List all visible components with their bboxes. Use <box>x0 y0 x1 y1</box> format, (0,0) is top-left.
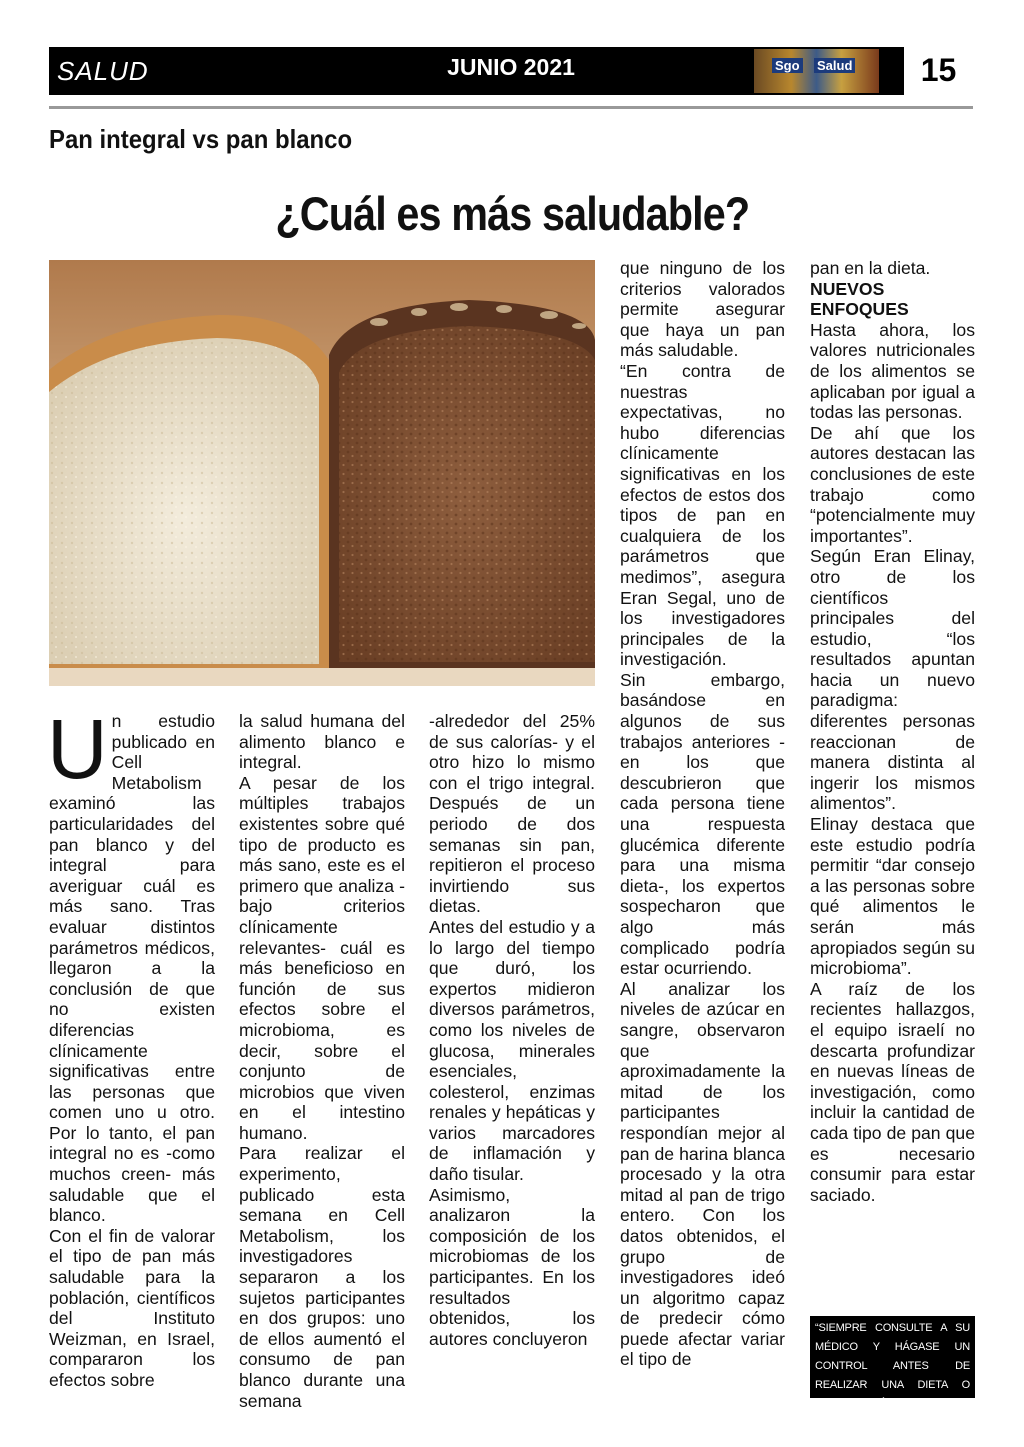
paragraph: n estudio publicado en Cell Metabolism examinó las particularidades del pan blanco y del integral para averiguar cuál es más sano. Tras evaluar distintos parámetros médicos, llegaron a la conclusión de que no existen diferencias clínicamente significativas entre las personas que comen uno u otro. Por lo tanto, el pan integral no es -como muchos creen- más saludable que el blanco. <box>49 711 215 1226</box>
article-column-3 <box>429 711 595 1349</box>
logo-text-sgo: Sgo <box>772 58 803 73</box>
page-number: 15 <box>920 52 957 88</box>
article-column-5 <box>810 258 975 1205</box>
health-advice-callout: “SIEMPRE CONSULTE A SU MÉDICO Y HÁGASE UN CONTROL ANTES DE REALIZAR UNA DIETA O ACTIVIDAD FÍSICA” <box>810 1316 975 1398</box>
paragraph: A raíz de los recientes hallazgos, el equipo israelí no descarta profundizar en nuevas líneas de investigación, como incluir la cantidad de cada tipo de pan que es necesario consumir para estar saciado. <box>810 978 975 1205</box>
drop-cap: U <box>47 702 108 796</box>
headline-wrap <box>0 186 1024 241</box>
paragraph: Al analizar los niveles de azúcar en sangre, observaron que aproximadamente la mitad de los participantes respondían mejor al pan de harina blanca procesado y la otra mitad al pan de trigo entero. Con los datos obtenidos, el grupo de investigadores ideó un algoritmo capaz de predecir cómo puede afectar variar el tipo de <box>620 978 785 1370</box>
page-number-box <box>904 47 973 95</box>
article-headline: ¿Cuál es más saludable? <box>275 187 749 240</box>
section-label: SALUD <box>57 56 149 86</box>
header-rule <box>49 106 973 109</box>
paragraph: Hasta ahora, los valores nutricionales de los alimentos se aplicaban por igual a todas las personas. <box>810 319 975 423</box>
article-kicker: Pan integral vs pan blanco <box>49 124 353 154</box>
paragraph: la salud humana del alimento blanco e integral. <box>239 711 405 773</box>
paragraph: Sin embargo, basándose en algunos de sus trabajos anteriores -en los que descubrieron que cada persona tiene una respuesta glucémica diferente para una misma dieta-, los expertos sospecharon que algo más complicado podría estar ocurriendo. <box>620 669 785 979</box>
header-bar <box>49 47 973 95</box>
paragraph: Elinay destaca que este estudio podría permitir “dar consejo a las personas sobre qué alimentos le serán más apropiados según su microbioma”. <box>810 814 975 979</box>
paragraph: A pesar de los múltiples trabajos existentes sobre qué tipo de producto es más sano, este es el primero que analiza -bajo criterios clínicamente relevantes- cuál es más beneficioso en función de sus efectos sobre el microbioma, es decir, sobre el conjunto de microbios que viven en el intestino humano. <box>239 772 405 1143</box>
issue-date: JUNIO 2021 <box>447 54 575 80</box>
paragraph: Para realizar el experimento, publicado esta semana en Cell Metabolism, los investigadores separaron a los sujetos participantes en dos grupos: uno de ellos aumentó el consumo de pan blanco durante una semana <box>239 1143 405 1411</box>
article-column-1 <box>47 702 215 1391</box>
paragraph: Según Eran Elinay, otro de los científicos principales del estudio, “los resultados apuntan hacia un nuevo paradigma: diferentes personas reaccionan de manera distinta al ingerir los mismos alimentos”. <box>810 546 975 814</box>
paragraph: De ahí que los autores destacan las conclusiones de este trabajo como “potencialmente muy importantes”. <box>810 422 975 546</box>
section-subhead: NUEVOS ENFOQUES <box>810 278 909 320</box>
magazine-logo <box>754 49 879 93</box>
paragraph: Con el fin de valorar el tipo de pan más saludable para la población, científicos del Instituto Weizman, en Israel, compararon los efectos sobre <box>49 1225 215 1390</box>
article-column-2 <box>239 711 405 1411</box>
logo-text-salud: Salud <box>814 58 855 73</box>
paragraph: “En contra de nuestras expectativas, no hubo diferencias clínicamente significativas en los efectos de estos dos tipos de pan en cualquiera de los parámetros que medimos”, asegura Eran Segal, uno de los investigadores principales de la investigación. <box>620 360 785 670</box>
bread-illustration <box>49 260 595 686</box>
paragraph: Asimismo, analizaron la composición de los microbiomas de los participantes. En los resultados obtenidos, los autores concluyeron <box>429 1184 595 1349</box>
paragraph: Antes del estudio y a lo largo del tiempo que duró, los expertos midieron diversos parámetros, como los niveles de glucosa, minerales esenciales, colesterol, enzimas renales y hepáticas y varios marcadores de inflamación y daño tisular. <box>429 916 595 1185</box>
paragraph: -alrededor del 25% de sus calorías- y el otro hizo lo mismo con el trigo integral. Después de un periodo de dos semanas sin pan, repitieron el proceso invirtiendo sus dietas. <box>429 711 595 917</box>
paragraph: pan en la dieta. <box>810 258 931 278</box>
article-column-4 <box>620 258 785 1370</box>
bread-photo <box>49 260 595 686</box>
paragraph: que ninguno de los criterios valorados permite asegurar que haya un pan más saludable. <box>620 258 785 361</box>
